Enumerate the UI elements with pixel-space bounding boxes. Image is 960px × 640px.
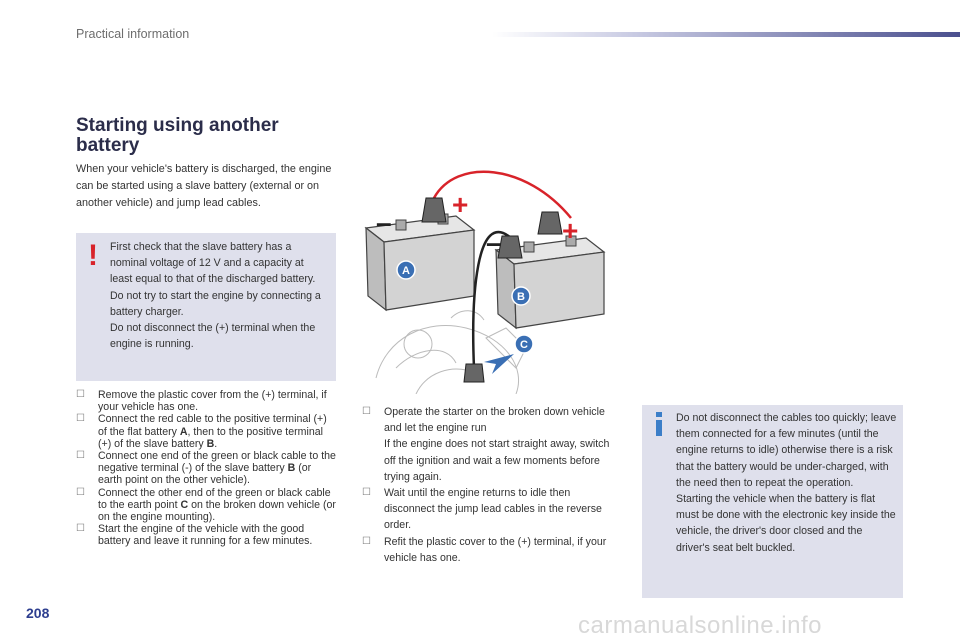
checkbox-bullet-icon: ☐ [76,413,85,425]
list-item: ☐ Refit the plastic cover to the (+) terminal, if your vehicle has one. [362,535,607,564]
list-item: ☐ Connect the red cable to the positive terminal (+) of the flat battery A, then to the positive terminal (+) of the slave battery B. [76,413,327,450]
checkbox-bullet-icon: ☐ [76,523,85,535]
checkbox-bullet-icon: ☐ [76,486,85,498]
svg-text:C: C [520,339,528,351]
engine-bay-sketch [376,311,526,394]
info-paragraph: Do not disconnect the cables too quickly; leave them connected for a few minutes (until the engine returns to idle) otherwise there is a risk that the battery would be under-charged, with the need then to repeat the operation. [676,412,897,489]
info-paragraph: Starting the vehicle when the battery is flat must be done with the electronic key inside the vehicle, the driver's door closed and the driver's seat belt buckled. [676,493,896,554]
list-item: ☐ Connect one end of the green or black cable to the negative terminal (-) of the slave battery B (or earth point on the other vehicle). [76,450,336,487]
info-icon [650,411,668,437]
checkbox-bullet-icon: ☐ [362,487,371,499]
checkbox-bullet-icon: ☐ [76,450,85,462]
warning-text [110,239,328,352]
label-c-badge [515,335,533,353]
label-a-badge [397,261,415,279]
header-title: Practical information [76,27,190,41]
steps-list-middle [362,404,620,566]
checkbox-bullet-icon: ☐ [362,406,371,417]
page-number: 208 [26,605,50,621]
minus-sign: – [376,207,392,238]
page-title [76,116,346,156]
warning-line: Do not disconnect the (+) terminal when the engine is running. [110,322,316,351]
plus-sign: + [562,215,579,246]
warning-box [76,233,336,381]
watermark: carmanualsonline.info [578,612,822,639]
minus-sign: – [486,227,502,258]
info-box [642,405,903,598]
list-item: ☐ Connect the other end of the green or black cable to the earth point C on the broken down vehicle (or on the engine mounting). [76,486,336,524]
svg-text:B: B [517,291,525,303]
steps-list-left [76,389,338,548]
info-text [676,410,898,556]
arrow-icon [484,354,514,374]
warning-line: First check that the slave battery has a nominal voltage of 12 V and a capacity at least equal to that of the discharged battery. [110,241,316,286]
header-bar [492,32,960,37]
exclamation-icon: ! [88,239,98,272]
label-b-badge [512,287,530,305]
svg-text:A: A [402,265,410,277]
page-title-line2: battery [76,135,140,156]
checkbox-bullet-icon: ☐ [76,389,85,400]
list-item: ☐ Start the engine of the vehicle with the good battery and leave it running for a few minutes. [76,523,313,548]
list-item: ☐ Wait until the engine returns to idle then disconnect the jump lead cables in the reverse order. [362,487,602,532]
list-item: ☐ Remove the plastic cover from the (+) terminal, if your vehicle has one. [76,389,327,414]
warning-line: Do not try to start the engine by connecting a battery charger. [110,289,321,318]
checkbox-bullet-icon: ☐ [362,535,371,547]
intro-text: When your vehicle's battery is discharged, the engine can be started using a slave battery (external or on another vehicle) and jump lead cables. [76,163,332,209]
jump-start-illustration [356,168,612,394]
page-title-line1: Starting using another [76,115,279,136]
plus-sign: + [452,189,469,220]
list-item: ☐ Operate the starter on the broken down vehicle and let the engine run If the engine does not start straight away, switch off the ignition and wait a few moments before trying again. [362,406,610,483]
